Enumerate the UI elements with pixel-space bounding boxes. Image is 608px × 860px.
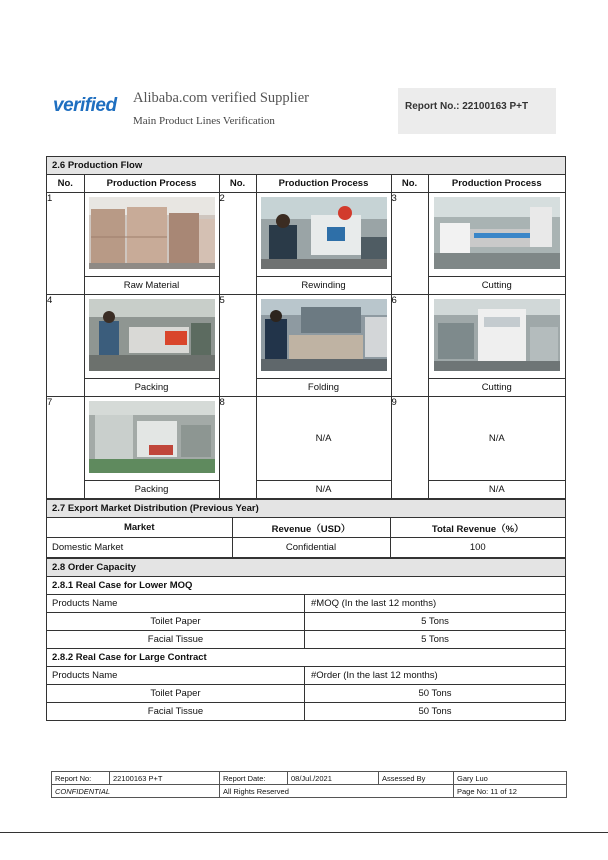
step-caption: Raw Material bbox=[84, 277, 219, 295]
report-body bbox=[46, 156, 566, 721]
product-value: 50 Tons bbox=[418, 688, 452, 699]
footer-report-date-label: Report Date: bbox=[220, 772, 288, 785]
step-number: 2 bbox=[219, 193, 256, 295]
production-flow-table bbox=[47, 175, 565, 499]
col-header-revenue: Revenue（USD） bbox=[232, 518, 390, 538]
table-row bbox=[47, 703, 565, 720]
step-caption: Cutting bbox=[428, 379, 565, 397]
table-row bbox=[47, 613, 565, 631]
photo-folding bbox=[256, 295, 391, 379]
footer-assessed-label: Assessed By bbox=[379, 772, 454, 785]
step-caption: Cutting bbox=[428, 277, 565, 295]
product-name: Facial Tissue bbox=[47, 631, 305, 648]
col-header-process: Production Process bbox=[84, 175, 219, 193]
table-header-row bbox=[47, 667, 565, 685]
footer-rights: All Rights Reserved bbox=[220, 785, 454, 798]
footer-report-no-label: Report No: bbox=[52, 772, 110, 785]
header-subtitle: Main Product Lines Verification bbox=[133, 115, 275, 127]
revenue-cell: Confidential bbox=[232, 538, 390, 558]
step-number: 9 bbox=[391, 397, 428, 499]
photo-raw-material bbox=[84, 193, 219, 277]
col-header-no: No. bbox=[391, 175, 428, 193]
step-number: 4 bbox=[47, 295, 84, 397]
step-number: 8 bbox=[219, 397, 256, 499]
market-cell: Domestic Market bbox=[47, 538, 232, 558]
page-current: 11 bbox=[490, 786, 499, 796]
table-row bbox=[47, 685, 565, 703]
col-header-order: #Order (In the last 12 months) bbox=[311, 670, 438, 681]
step-number: 5 bbox=[219, 295, 256, 397]
step-caption: N/A bbox=[256, 481, 391, 499]
col-header-no: No. bbox=[219, 175, 256, 193]
footer-report-no: 22100163 P+T bbox=[110, 772, 220, 785]
export-market-heading: 2.7 Export Market Distribution (Previous Year) bbox=[47, 499, 565, 518]
page-label: Page No: bbox=[457, 786, 489, 796]
step-caption: N/A bbox=[428, 481, 565, 499]
col-header-no: No. bbox=[47, 175, 84, 193]
photo-packing-2 bbox=[84, 397, 219, 481]
order-capacity-heading: 2.8 Order Capacity bbox=[47, 558, 565, 577]
product-name: Toilet Paper bbox=[47, 685, 305, 702]
production-flow-heading: 2.6 Production Flow bbox=[47, 157, 565, 175]
footer-assessed-by: Gary Luo bbox=[454, 772, 567, 785]
col-header-process: Production Process bbox=[256, 175, 391, 193]
report-number-box: Report No.: 22100163 P+T bbox=[398, 88, 556, 134]
footer-page-number bbox=[454, 785, 567, 798]
page-bottom-rule bbox=[0, 832, 608, 833]
step-number: 3 bbox=[391, 193, 428, 295]
export-market-table bbox=[47, 518, 565, 558]
table-row bbox=[47, 538, 565, 558]
total-revenue-cell: 100 bbox=[390, 538, 565, 558]
step-number: 6 bbox=[391, 295, 428, 397]
large-contract-heading: 2.8.2 Real Case for Large Contract bbox=[47, 649, 565, 667]
verified-logo: verified bbox=[53, 95, 117, 116]
col-header-products: Products Name bbox=[47, 667, 305, 684]
col-header-market: Market bbox=[47, 518, 232, 538]
footer-confidential: CONFIDENTIAL bbox=[52, 785, 220, 798]
footer-report-date: 08/Jul./2021 bbox=[288, 772, 379, 785]
step-placeholder: N/A bbox=[256, 397, 391, 481]
step-caption: Folding bbox=[256, 379, 391, 397]
photo-rewinding bbox=[256, 193, 391, 277]
product-value: 50 Tons bbox=[418, 706, 452, 717]
product-value: 5 Tons bbox=[421, 634, 449, 645]
step-number: 7 bbox=[47, 397, 84, 499]
col-header-moq: #MOQ (In the last 12 months) bbox=[311, 598, 437, 609]
step-caption: Packing bbox=[84, 379, 219, 397]
step-number: 1 bbox=[47, 193, 84, 295]
col-header-total-revenue: Total Revenue（%） bbox=[390, 518, 565, 538]
page-footer bbox=[51, 771, 567, 798]
col-header-products: Products Name bbox=[47, 595, 305, 612]
col-header-process: Production Process bbox=[428, 175, 565, 193]
page-of: of bbox=[500, 786, 507, 796]
step-caption: Rewinding bbox=[256, 277, 391, 295]
product-name: Toilet Paper bbox=[47, 613, 305, 630]
table-row bbox=[47, 631, 565, 649]
photo-cutting bbox=[428, 193, 565, 277]
moq-heading: 2.8.1 Real Case for Lower MOQ bbox=[47, 577, 565, 595]
table-header-row bbox=[47, 595, 565, 613]
product-value: 5 Tons bbox=[421, 616, 449, 627]
photo-packing bbox=[84, 295, 219, 379]
header-title: Alibaba.com verified Supplier bbox=[133, 90, 309, 106]
page-total: 12 bbox=[508, 786, 517, 796]
product-name: Facial Tissue bbox=[47, 703, 305, 720]
photo-cutting-2 bbox=[428, 295, 565, 379]
step-placeholder: N/A bbox=[428, 397, 565, 481]
step-caption: Packing bbox=[84, 481, 219, 499]
